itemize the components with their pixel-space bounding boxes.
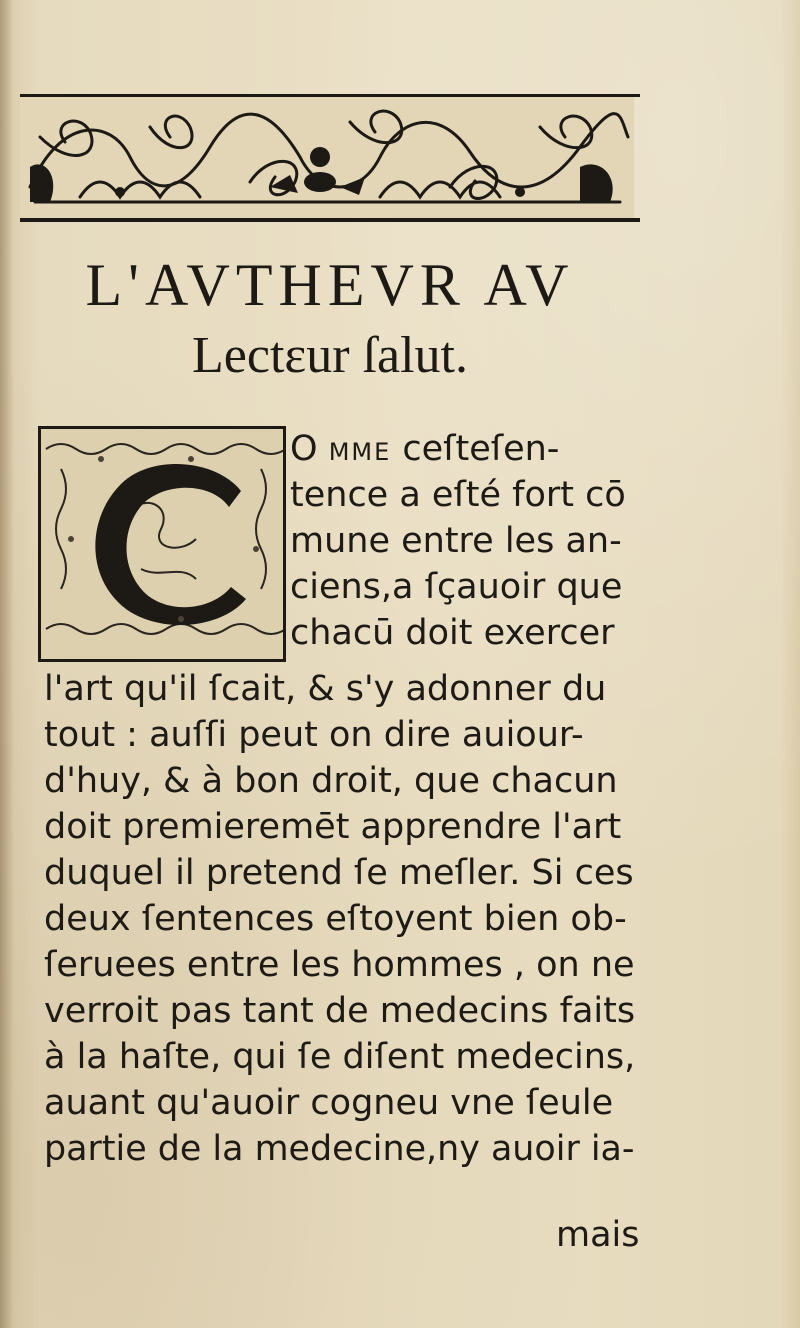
text-line-14: à la haſte, qui ſe diſent medecins,: [44, 1037, 636, 1077]
scroll-ornament-icon: [20, 97, 634, 218]
text-line-4: ciens,a ſçauoir que: [290, 567, 623, 607]
text-line-16: partie de la medecine,ny auoir ia-: [44, 1129, 635, 1169]
text-line-1-smallcaps: MME: [328, 438, 392, 466]
text-line-8: d'huy, & à bon droit, que chacun: [44, 761, 618, 801]
text-line-6: l'art qu'il ſcait, & s'y adonner du: [44, 669, 607, 709]
page-subtitle: Lectεur ſalut.: [192, 327, 468, 384]
headpiece-ornament: [20, 94, 640, 222]
text-line-15: auant qu'auoir cogneu vne ſeule: [44, 1083, 614, 1123]
ornamental-initial: [38, 426, 286, 662]
text-line-12: ſeruees entre les hommes , on ne: [44, 945, 635, 985]
text-line-2: tence a eſté fort cō: [290, 475, 626, 515]
text-line-5: chacū doit exercer: [290, 613, 615, 653]
page-gutter-shadow: [0, 0, 14, 1328]
initial-c-icon: [41, 429, 283, 659]
page-title: L'AVTHEVR AV: [85, 252, 575, 318]
text-line-1: [290, 426, 559, 475]
text-line-9: doit premieremēt apprendre l'art: [44, 807, 622, 847]
catchword: mais: [556, 1215, 640, 1255]
text-line-7: tout : auſſi peut on dire auiour-: [44, 715, 584, 755]
text-line-3: mune entre les an-: [290, 521, 622, 561]
text-line-10: duquel il pretend ſe meſler. Si ces: [44, 853, 634, 893]
text-line-1-rest: ceſteſen-: [391, 429, 560, 469]
text-line-13: verroit pas tant de medecins faits: [44, 991, 636, 1031]
text-line-11: deux ſentences eſtoyent bien ob-: [44, 899, 627, 939]
text-line-1-cap: O: [290, 429, 318, 469]
